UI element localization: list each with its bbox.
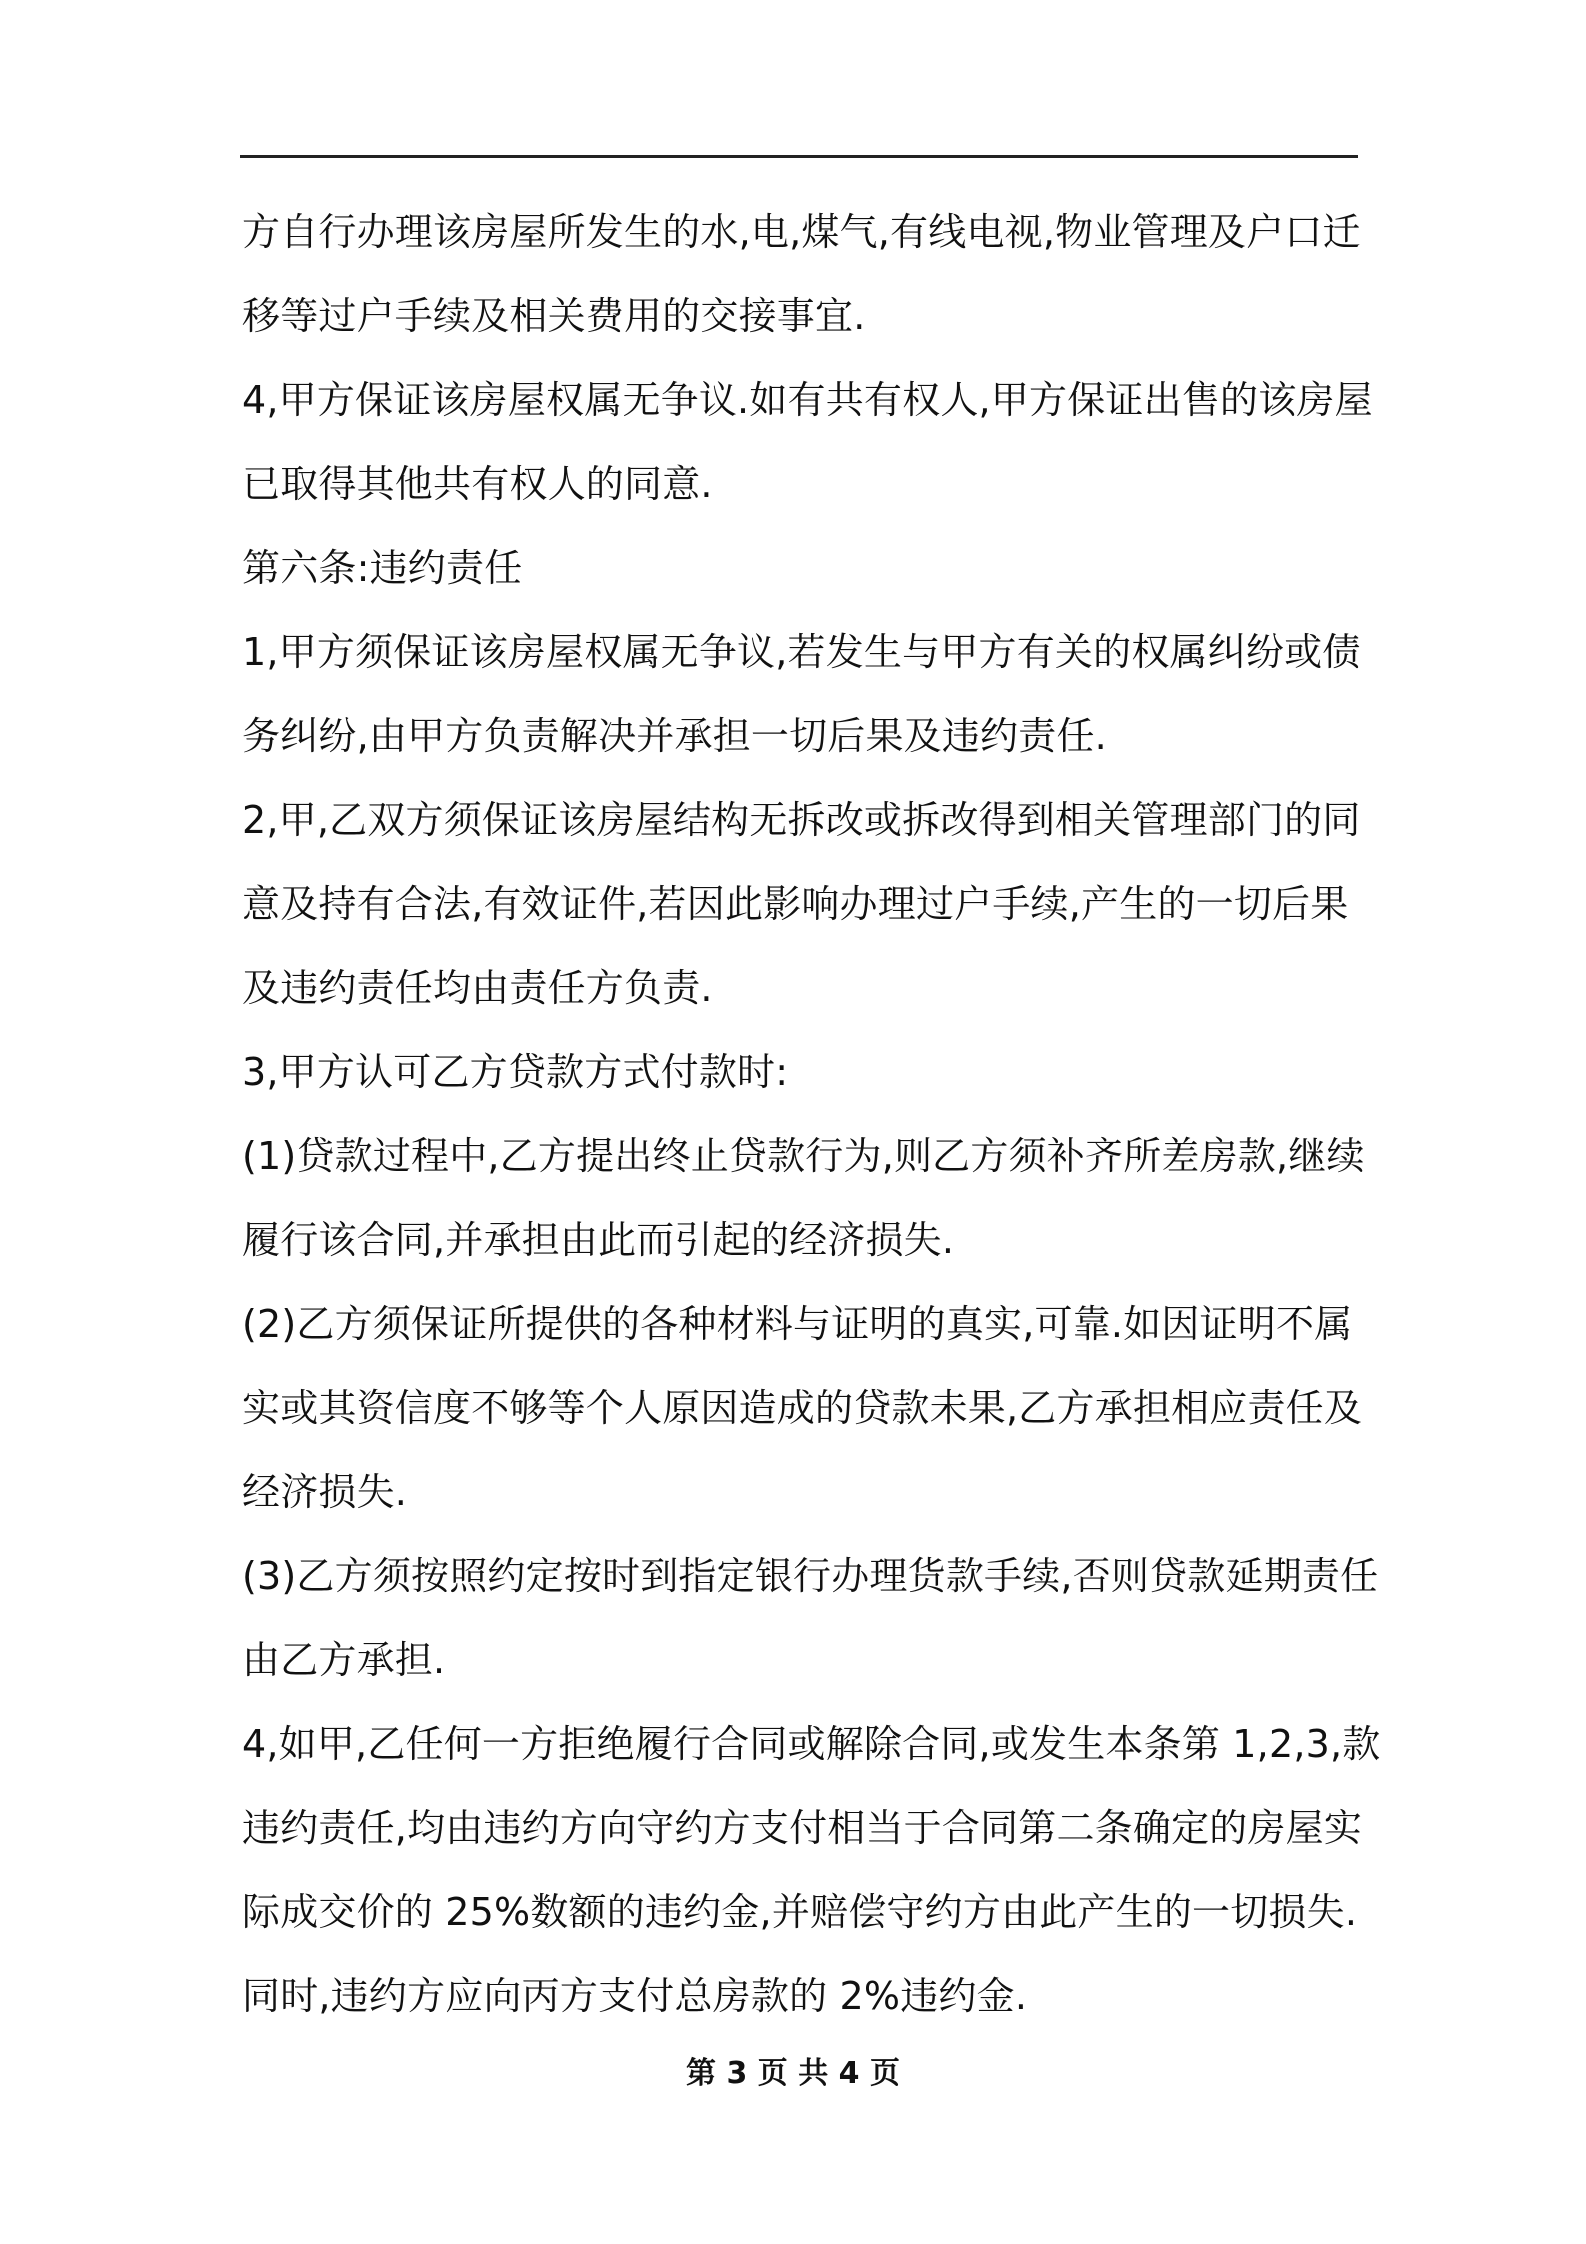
text-line: 移等过户手续及相关费用的交接事宜. xyxy=(242,294,866,338)
text-line: 履行该合同,并承担由此而引起的经济损失. xyxy=(242,1218,955,1262)
header-rule xyxy=(240,155,1358,158)
text-line: 4,如甲,乙任何一方拒绝履行合同或解除合同,或发生本条第 1,2,3,款 xyxy=(242,1722,1381,1766)
text-line: 务纠纷,由甲方负责解决并承担一切后果及违约责任. xyxy=(242,714,1107,758)
page-number-footer: 第 3 页 共 4 页 xyxy=(686,2056,900,2091)
text-line: 已取得其他共有权人的同意. xyxy=(242,462,713,506)
text-line: 及违约责任均由责任方负责. xyxy=(242,966,713,1010)
text-line: 经济损失. xyxy=(242,1470,408,1514)
text-line: (2)乙方须保证所提供的各种材料与证明的真实,可靠.如因证明不属 xyxy=(242,1302,1353,1346)
text-line: 方自行办理该房屋所发生的水,电,煤气,有线电视,物业管理及户口迁 xyxy=(242,210,1361,254)
text-line: 际成交价的 25%数额的违约金,并赔偿守约方由此产生的一切损失. xyxy=(242,1890,1358,1934)
body-text xyxy=(242,190,1381,2038)
text-line: (3)乙方须按照约定按时到指定银行办理货款手续,否则贷款延期责任 xyxy=(242,1554,1379,1598)
text-line: 实或其资信度不够等个人原因造成的贷款未果,乙方承担相应责任及 xyxy=(242,1386,1363,1430)
text-line: 违约责任,均由违约方向守约方支付相当于合同第二条确定的房屋实 xyxy=(242,1806,1363,1850)
text-line: 1,甲方须保证该房屋权属无争议,若发生与甲方有关的权属纠纷或债 xyxy=(242,630,1361,674)
section-heading: 第六条:违约责任 xyxy=(242,546,523,590)
text-line: 2,甲,乙双方须保证该房屋结构无拆改或拆改得到相关管理部门的同 xyxy=(242,798,1361,842)
text-line: 意及持有合法,有效证件,若因此影响办理过户手续,产生的一切后果 xyxy=(242,882,1349,926)
text-line: 3,甲方认可乙方贷款方式付款时: xyxy=(242,1050,789,1094)
text-line: 4,甲方保证该房屋权属无争议.如有共有权人,甲方保证出售的该房屋 xyxy=(242,378,1373,422)
text-line: 由乙方承担. xyxy=(242,1638,446,1682)
text-line: 同时,违约方应向丙方支付总房款的 2%违约金. xyxy=(242,1974,1028,2018)
text-line: (1)贷款过程中,乙方提出终止贷款行为,则乙方须补齐所差房款,继续 xyxy=(242,1134,1365,1178)
